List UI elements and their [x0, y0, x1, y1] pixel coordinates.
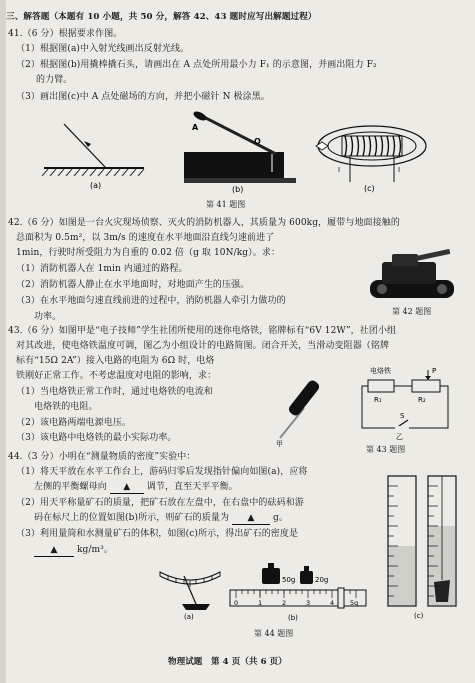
section-header: 三、解答题（本题有 10 小题，共 50 分，解答 42、43 题时应写出解题过程）: [6, 12, 317, 22]
slider-arrowhead: [425, 376, 431, 380]
stone-block: [184, 152, 284, 178]
current-label-left: I: [338, 166, 341, 174]
q41-figure-b: [180, 108, 300, 194]
q44-part3-unit: kg/m³。: [76, 545, 113, 555]
fire-robot-figure: [368, 248, 458, 304]
dial-base: [182, 604, 210, 610]
q43-line2: 对其改进，使电烙铁温度可调，图乙为小组设计的电路简图。闭合开关，当滑动变阻器（铭牌: [16, 341, 390, 351]
weight-20g: [300, 571, 313, 584]
weight-20g-label: 20g: [315, 576, 329, 584]
slider-P-label: P: [432, 367, 437, 375]
compass-needle: [316, 142, 328, 150]
weight-50g-knob: [268, 563, 274, 569]
weight-50g-label: 50g: [282, 576, 296, 584]
resistor-R1: [368, 380, 394, 392]
fig44-c-label: (c): [414, 612, 424, 620]
scale-2: 2: [282, 599, 287, 607]
q41-figure-a: [40, 110, 150, 192]
q44-part1-line2: [34, 482, 238, 494]
rider-scale: [230, 590, 366, 606]
crowbar: [198, 114, 276, 154]
q44-caption: 第 44 题图: [254, 629, 294, 638]
q43-line3: 标有“15Ω 2A”）接入电路的电阻为 6Ω 时，电烙: [16, 356, 215, 366]
q43-part1-line2: 电烙铁的电阻。: [34, 402, 98, 412]
q43-line1: 43.（6 分）如图甲是“电子技师”学生社团所使用的迷你电烙铁，铭牌标有“6V 12W”，社团小组: [8, 326, 397, 336]
q44-stem: 44.（3 分）小明在“测量物质的密度”实验中：: [8, 452, 196, 462]
q44-part1-tail: 调节，直至天平平衡。: [146, 482, 238, 492]
iron-handle: [287, 379, 321, 418]
answer-blank-2[interactable]: ▲: [232, 513, 270, 525]
iron-label: 电烙铁: [370, 367, 391, 375]
fig-jia-label: 甲: [276, 440, 283, 448]
scale-1: 1: [258, 599, 263, 607]
q44-part2-text: 码在标尺上的位置如图(b)所示，则矿石的质量为: [34, 513, 230, 523]
robot-wheel-front: [377, 284, 387, 294]
ore-rock: [434, 580, 450, 602]
q42-part3-line2: 功率。: [34, 312, 62, 322]
robot-turret: [392, 254, 418, 266]
balance-dial-figure: [154, 560, 226, 620]
current-label-right: I: [398, 166, 401, 174]
q42-line3: 1min，行驶时所受阻力为自重的 0.02 倍（g 取 10N/kg）。求：: [16, 248, 281, 258]
q42-caption: 第 42 题图: [392, 307, 432, 316]
fig-b-label: (b): [232, 185, 244, 194]
q42-part2: （2）消防机器人静止在水平地面时，对地面产生的压强。: [16, 280, 250, 290]
q43-part3: （3）该电路中电烙铁的最小实际功率。: [16, 433, 177, 443]
scale-4: 4: [330, 599, 335, 607]
ground: [184, 178, 296, 183]
q41-caption: 第 41 题图: [206, 200, 246, 209]
q42-line2: 总面积为 0.5m²，以 3m/s 的速度在水平地面沿直线匀速前进了: [16, 233, 275, 243]
q44-part2-line1: （2）用天平称量矿石的质量，把矿石放在左盘中，在右盘中的砝码和游: [16, 498, 304, 508]
q42-part1: （1）消防机器人在 1min 内通过的路程。: [16, 264, 188, 274]
scan-edge: [0, 0, 6, 683]
q44-part2-unit: g。: [273, 513, 288, 523]
q42-line1: 42.（6 分）如图是一台火灾现场侦察、灭火的消防机器人，其质量为 600kg，履带与地面接触的: [8, 218, 400, 228]
q41-part2-line1: （2）根据图(b)用撬棒撬石头，请画出在 A 点处所用最小力 F₁ 的示意图，并画出阻力 F₂: [16, 60, 377, 70]
incident-ray: [64, 124, 106, 168]
weight-50g: [262, 568, 280, 584]
scale-3: 3: [306, 599, 311, 607]
fig44-a-label: (a): [184, 613, 194, 620]
rheostat-R2: [412, 380, 440, 392]
switch-S-label: S: [400, 412, 405, 420]
q43-part1-line1: （1）当电烙铁正常工作时，通过电烙铁的电流和: [16, 387, 213, 397]
q44-part1-text: 左侧的平衡螺母向: [34, 482, 107, 492]
q42-part3-line1: （3）在水平地面匀速直线前进的过程中，消防机器人牵引力做功的: [16, 296, 286, 306]
page-footer: 物理试题 第 4 页（共 6 页）: [168, 657, 287, 667]
solenoid-core: [342, 136, 402, 156]
q44-part2-line2: [34, 513, 288, 525]
weights-scale-figure: [226, 558, 374, 628]
q44-part1-line1: （1）将天平放在水平工作台上，游码归零后发现指针偏向如图(a)，应将: [16, 467, 308, 477]
scale-5g: 5g: [350, 599, 359, 607]
weight-20g-knob: [304, 566, 309, 572]
robot-wheel-rear: [437, 284, 447, 294]
circuit-figure: [356, 364, 456, 440]
R1-label: R₁: [374, 396, 382, 404]
q44-part3-line2: [34, 545, 113, 557]
q41-part3: （3）画出图(c)中 A 点处磁场的方向，并把小磁针 N 极涂黑。: [16, 92, 270, 102]
force-F2-label: F₂: [276, 168, 283, 176]
mirror-hatching: [42, 169, 144, 176]
R2-label: R₂: [418, 396, 426, 404]
cylinders-figure: [382, 462, 464, 622]
point-O-label: O: [254, 137, 261, 146]
q43-part2: （2）该电路两端电源电压。: [16, 418, 132, 428]
q44-part3-line1: （3）利用量筒和水测量矿石的体积，如图(c)所示，得出矿石的密度是: [16, 529, 299, 539]
point-A-label: A: [192, 123, 199, 132]
robot-nozzle: [416, 249, 450, 261]
scale-0: 0: [234, 599, 239, 607]
soldering-iron-figure: [270, 372, 338, 448]
crowbar-handle: [192, 110, 208, 123]
switch-gap: [395, 426, 409, 430]
answer-blank-1[interactable]: ▲: [110, 482, 144, 494]
q43-line4: 铁刚好正常工作。不考虑温度对电阻的影响，求：: [16, 371, 217, 381]
rider: [338, 588, 344, 608]
q41-part1: （1）根据图(a)中入射光线画出反射光线。: [16, 44, 190, 54]
fig-a-label: (a): [90, 181, 102, 190]
fig-yi-label: 乙: [396, 433, 403, 440]
fig-c-label: (c): [364, 184, 375, 193]
q41-stem: 41.（6 分）根据要求作图。: [8, 29, 123, 39]
fig44-b-label: (b): [288, 614, 298, 622]
q41-figure-c: [312, 112, 432, 194]
answer-blank-3[interactable]: ▲: [34, 545, 74, 557]
q43-caption: 第 43 题图: [366, 445, 406, 454]
q41-part2-line2: 的力臂。: [36, 75, 73, 85]
